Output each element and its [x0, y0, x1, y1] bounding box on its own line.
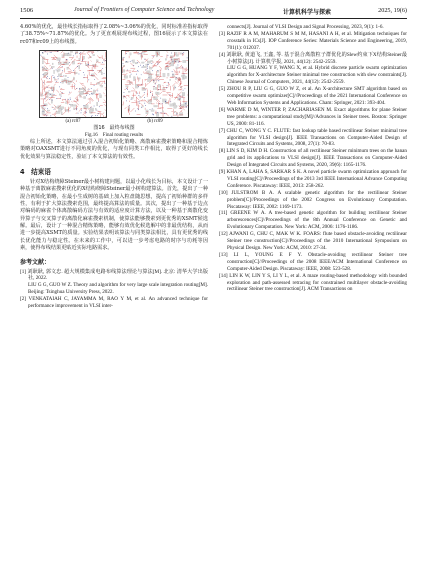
reference-item: [13] LI L, YOUNG E F Y. Obstacle-avoiding rectilinear Steiner tree construction[C]//Proceedings of the 2008 IEEE/ACM International Conference on Computer-Aided Design. Piscataway: IEEE, 2008: 523-528.: [219, 251, 407, 272]
reference-item: [2] VENKATAIAH C, JAYAMMA M, RAO Y M, et al. An advanced technique for performance improvement in VLSI inter-: [20, 296, 208, 310]
left-column: [20, 24, 208, 310]
figure-caption-cn: 图16 最终布线图: [93, 125, 135, 132]
reference-item: [10] JULSTROM B A. A scalable genetic algorithm for the rectilinear Steiner problem[C]//Proceedings of the 2002 Congress on Evolutionary Computation. Piscataway: IEEE, 2002: 1169-1173.: [219, 189, 407, 210]
figure-panel-b: [121, 50, 189, 125]
reference-item: [1] 刘耿耿, 郭文忠. 超大规模集成电路布线算法理论与算法[M]. 北京: 清华大学出版社, 2022.: [20, 268, 208, 282]
reference-item: [11] GREENE W A. A tree-based genetic algorithm for building rectilinear Steiner arborescences[C]//Proceedings of the 8th Annual Conference on Genetic and Evolutionary Computation. New York: ACM, 2006: 1176-1186.: [219, 210, 407, 231]
section-title: 4 结束语: [20, 168, 51, 177]
figure-16: [20, 50, 208, 139]
reference-item: LIU G G, HUANG Y F, WANG X, et al. Hybrid discrete particle swarm optimization algorithm for X-architecture Steiner minimal tree construction with slew constraints[J]. Chinese Journal of Computers, 2021, 44(12): 2542-2559.: [227, 65, 407, 86]
figure-panel-a: [39, 50, 107, 125]
reference-item: [9] KHAN A, LAHA S, SARKAR S K. A novel particle swarm optimization approach for VLSI routing[C]//Proceedings of the 2013 3rd IEEE International Advance Computing Conference. Piscataway: IEEE, 2013: 258-262.: [219, 169, 407, 189]
reference-item: [14] LIN K W, LIN Y S, LI Y L, et al. A maze routing-based methodology with bounded exploration and path-assessed retracing for constrained multilayer obstacle-avoiding rectilinear Steiner tree construction[J]. ACM Transactions on: [219, 272, 407, 293]
panel-b-label: (b) rc09: [147, 119, 163, 125]
reference-item: [5] ZHOU R P, LIU G G, GUO W Z, et al. An X-architecture SMT algorithm based on competitive swarm optimizer[C]//Proceedings of the 2021 International Conference on Web Information Systems and Applications. Cham: Springer, 2021: 393-404.: [219, 86, 407, 106]
reference-item: [12] AJWANI G, CHU C, MAK W K. FOARS: flute based obstacle-avoiding rectilinear Steiner tree construction[C]//Proceedings of the 2010 International Symposium on Physical Design. New York: ACM, 2010: 27-34.: [219, 231, 407, 251]
reference-item: [4] 刘耿耿, 黄道飞, 王鑫, 等. 基于混合离散粒子群优化的Slew约束下X结构Steiner最小树算法[J]. 计算机学报, 2021, 44(12): 2542-2559.: [219, 51, 407, 65]
reference-item: [6] WARME D M, WINTER P, ZACHARIASEN M. Exact algorithms for plane Steiner tree problems: a computational study[M]//Advances in Steiner trees. Boston: Springer US, 2000: 81-116.: [219, 106, 407, 127]
summary-paragraph: 综上所述，本文算法通过引入混合初始化策略、离散麻雀搜索策略和混合精炼策略对OAXSMT进行不同角度的优化，与现有同类工作相比，取得了更好的线长优化效果与算法稳定性，验证了本文算法的有效性。: [20, 139, 208, 160]
running-header: [0, 0, 427, 20]
volume-issue: 2025, 19(6): [378, 7, 407, 14]
figure-caption-en: Fig.16 Final routing results: [84, 133, 144, 139]
reference-item: [7] CHU C, WONG Y C. FLUTE: fast lookup table based rectilinear Steiner minimal tree algorithm for VLSI design[J]. IEEE Transactions on Computer-Aided Design of Integrated Circuits and Systems, 2008, 27(1): 70-83.: [219, 127, 407, 148]
reference-item: connects[J]. Journal of VLSI Design and Signal Processing, 2023, 9(1): 1-6.: [227, 24, 384, 30]
intro-paragraph: 4.60%的优化，最佳线长指标取得了2.08%~3.06%的优化，同时标准差指标取得了38.75%~71.87%的优化。为了更直观展现布线过程，图16展示了本文算法在rc07和rc09上的布线图。: [20, 24, 208, 45]
reference-item: [3] RAZIF R A M, MAHARUM S M M, HASANI A H, et al. Mitigation techniques for crosstalk in ICs[J]. IOP Conference Series: Materials Science and Engineering, 2019, 701(1): 012037.: [219, 30, 407, 51]
page-number: 1506: [20, 7, 34, 14]
routing-plot-rc09: [121, 50, 189, 118]
reference-item: [8] LIN S D, KIM D H. Construction of all rectilinear Steiner minimum trees on the hanan grid and its applications to VLSI design[J]. IEEE Transactions on Computer-Aided Design of Integrated Circuits and Systems, 2020, 39(6): 1165-1176.: [219, 148, 407, 169]
header-rule: [20, 18, 407, 19]
references-title: 参考文献：: [20, 258, 51, 266]
panel-a-label: (a) rc07: [65, 119, 81, 125]
journal-title-cn: 计算机科学与探索: [283, 8, 332, 16]
routing-plot-rc07: [39, 50, 107, 118]
reference-item: LIU G G, GUO W Z. Theory and algorithm for very large scale integration routing[M]. Beijing: Tsinghua University Press, 2022.: [28, 282, 208, 296]
journal-title-en: Journal of Frontiers of Computer Science and Technology: [74, 7, 215, 13]
right-column: [219, 24, 407, 293]
conclusion-paragraph: 针对X结构绕障Steiner最小树构建问题，以最小化线长为目标，本文设计了一种基于离散麻雀搜索优化的X结构绕障Steiner最小树构建算法。首先，提出了一种混合初始化策略，在最小生成树的基础上加入粒盘随思想，提高了初始种群的多样性，有利于扩大算法搜索范围，最终提高算法的质量。其次，提出了一种基于边点对编码的麻雀个体离散编码方法与有效的适应度计算方法，以及一种基于离散化变异算子与交叉算子的离散化麻雀搜索机制，使算法能够搜索到更优秀的XSMT候选解。最后，设计了一种混合精炼策略，能够有效优化候选解中的非最优结构，从而进一步提高XSMT的质量。实验结果表明该算法与同类算法相比，具有更优秀的线长优化能力与稳定性。在未来的工作中，可以进一步考虑电路的时序与功耗等因素，使得布线结果更贴近实际电路需求。: [20, 179, 208, 252]
